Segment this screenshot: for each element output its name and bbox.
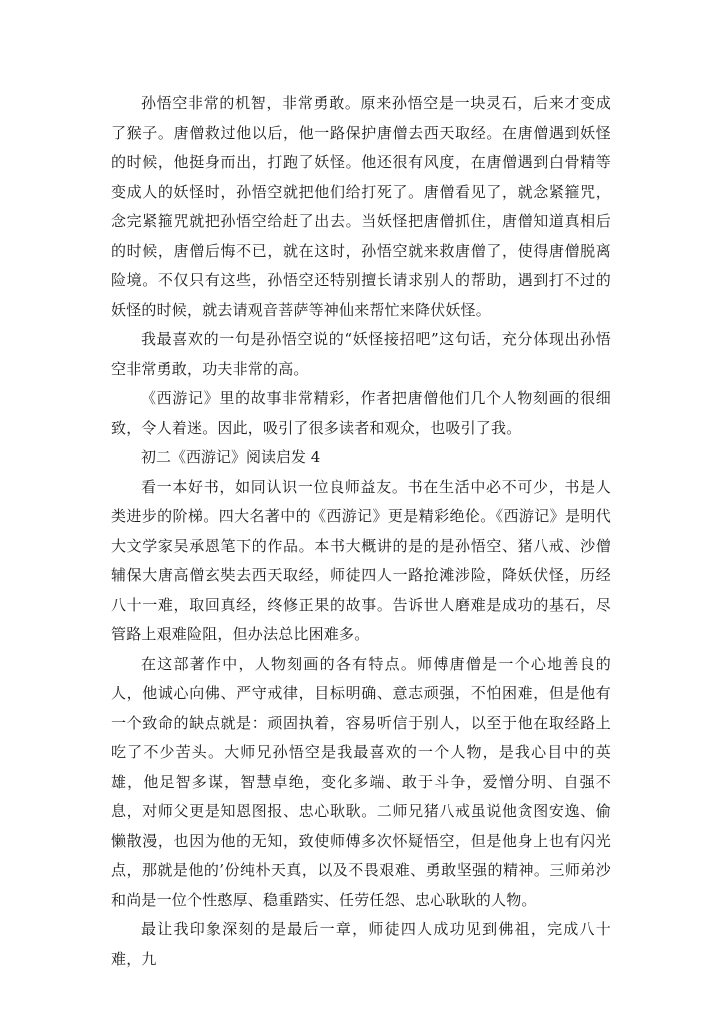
paragraph-final-chapter: 最让我印象深刻的是最后一章，师徒四人成功见到佛祖，完成八十难，九 [111,920,611,968]
paragraph-story-appeal: 《西游记》里的故事非常精彩，作者把唐僧他们几个人物刻画的很细致，令人着迷。因此，吸引了很多读者和观众，也吸引了我。 [111,389,611,437]
paragraph-favorite-quote: 我最喜欢的一句是孙悟空说的“妖怪接招吧”这句话，充分体现出孙悟空非常勇敢，功夫非常的高。 [111,330,611,378]
paragraph-sun-wukong-bravery: 孙悟空非常的机智，非常勇敢。原来孙悟空是一块灵石，后来才变成了猴子。唐僧救过他以后，他一路保护唐僧去西天取经。在唐僧遇到妖怪的时候，他挺身而出，打跑了妖怪。他还很有风度，在唐僧遇到白骨精等变成人的妖怪时，孙悟空就把他们给打死了。唐僧看见了，就念紧箍咒，念完紧箍咒就把孙悟空给赶了出去。当妖怪把唐僧抓住，唐僧知道真相后的时候，唐僧后悔不已，就在这时，孙悟空就来救唐僧了，使得唐僧脱离险境。不仅只有这些，孙悟空还特别擅长请求别人的帮助，遇到打不过的妖怪的时候，就去请观音菩萨等神仙来帮忙来降伏妖怪。 [111,94,611,319]
document-body [111,89,611,974]
section-title: 初二《西游记》阅读启发 4 [141,448,321,466]
paragraph-characters: 在这部著作中，人物刻画的各有特点。师傅唐僧是一个心地善良的人，他诚心向佛、严守戒律，目标明确、意志顽强，不怕困难，但是他有一个致命的缺点就是：顽固执着，容易听信于别人，以至于他在取经路上吃了不少苦头。大师兄孙悟空是我最喜欢的一个人物，是我心目中的英雄，他足智多谋，智慧卓绝，变化多端、敢于斗争，爱憎分明、自强不息，对师父更是知恩图报、忠心耿耿。二师兄猪八戒虽说他贪图安逸、偷懒散漫，也因为他的无知，致使师傅多次怀疑悟空，但是他身上也有闪光点，那就是他的’份纯朴天真，以及不畏艰难、勇敢坚强的精神。三师弟沙和尚是一位个性憨厚、稳重踏实、任劳任怨、忠心耿耿的人物。 [111,654,611,909]
paragraph-good-book: 看一本好书，如同认识一位良师益友。书在生活中必不可少，书是人类进步的阶梯。四大名著中的《西游记》更是精彩绝伦。《西游记》是明代大文学家吴承恩笔下的作品。本书大概讲的是的是孙悟空、猪八戒、沙僧辅保大唐高僧玄奘去西天取经，师徒四人一路抢滩涉险，降妖伏怪，历经八十一难，取回真经，终修正果的故事。告诉世人磨难是成功的基石，尽管路上艰难险阻，但办法总比困难多。 [111,477,611,643]
